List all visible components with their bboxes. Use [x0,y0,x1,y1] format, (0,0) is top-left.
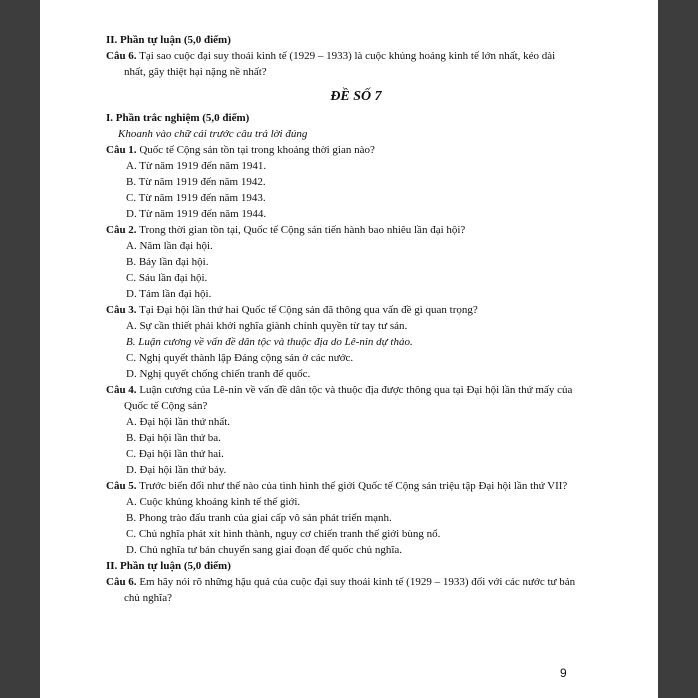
option-b: B. Từ năm 1919 đến năm 1942. [126,176,266,188]
option-c: C. Nghị quyết thành lập Đảng cộng sản ở các nước. [126,352,354,364]
question-text: Trong thời gian tồn tại, Quốc tế Cộng sản tiến hành bao nhiêu lần đại hội? [139,224,466,236]
option-a: A. Từ năm 1919 đến năm 1941. [126,160,267,172]
option-b: B. Bảy lần đại hội. [126,256,209,268]
question-text: Tại Đại hội lần thứ hai Quốc tế Cộng sản đã thông qua vấn đề gì quan trọng? [139,304,478,316]
right-dark-border [658,0,698,698]
left-dark-border [0,0,40,698]
question-label: Câu 5. [106,480,137,492]
part1-heading: I. Phần trắc nghiệm (5,0 điểm) [106,112,250,124]
option-a: A. Năm lần đại hội. [126,240,213,252]
option-a: A. Sự cần thiết phải khởi nghĩa giành chính quyền từ tay tư sản. [126,320,408,332]
question-text: Em hãy nói rõ những hậu quả của cuộc đại suy thoái kinh tế (1929 – 1933) đối với các nước tư bản chủ nghĩa? [124,576,576,604]
question-text: Luận cương của Lê-nin về vấn đề dân tộc và thuộc địa được thông qua tại Đại hội lần thứ mấy của Quốc tế Cộng sản? [124,384,573,412]
question-label: Câu 1. [106,144,137,156]
part1-instruction: Khoanh vào chữ cái trước câu trả lời đúng [118,128,308,140]
option-c: C. Từ năm 1919 đến năm 1943. [126,192,266,204]
option-b: B. Đại hội lần thứ ba. [126,432,221,444]
question-label: Câu 3. [106,304,137,316]
question-5 [106,478,576,558]
question-3 [106,302,576,382]
question-label: Câu 2. [106,224,137,236]
question-text: Quốc tế Cộng sản tồn tại trong khoảng thời gian nào? [139,144,375,156]
top-essay-heading: II. Phần tự luận (5,0 điểm) [106,34,231,46]
document-content [106,32,576,606]
question-4 [106,382,576,478]
page-number: 9 [560,666,567,680]
option-c: C. Chủ nghĩa phát xít hình thành, nguy cơ chiến tranh thế giới bùng nổ. [126,528,441,540]
option-d: D. Đại hội lần thứ bảy. [126,464,227,476]
question-label: Câu 6. [106,576,137,588]
question-label: Câu 6. [106,50,137,62]
option-b: B. Phong trào đấu tranh của giai cấp vô sản phát triển mạnh. [126,512,392,524]
part2-question-6 [106,574,576,606]
question-1 [106,142,576,222]
option-d: D. Nghị quyết chống chiến tranh đế quốc. [126,368,311,380]
option-d: D. Chủ nghĩa tư bản chuyển sang giai đoạn đế quốc chủ nghĩa. [126,544,403,556]
option-d: D. Tám lần đại hội. [126,288,212,300]
question-text: Tại sao cuộc đại suy thoái kinh tế (1929 – 1933) là cuộc khủng hoảng kinh tế lớn nhất, kéo dài nhất, gây thiệt hại nặng nề nhất? [124,50,556,78]
question-text: Trước biến đổi như thế nào của tình hình thế giới Quốc tế Cộng sản triệu tập Đại hội lần thứ VII? [139,480,568,492]
option-b: B. Luận cương về vấn đề dân tộc và thuộc địa do Lê-nin dự thảo. [126,336,413,348]
top-question-6 [106,48,576,80]
option-a: A. Cuộc khủng khoảng kinh tế thế giới. [126,496,301,508]
option-d: D. Từ năm 1919 đến năm 1944. [126,208,267,220]
part2-heading: II. Phần tự luận (5,0 điểm) [106,560,231,572]
question-label: Câu 4. [106,384,137,396]
question-2 [106,222,576,302]
option-c: C. Sáu lần đại hội. [126,272,208,284]
option-a: A. Đại hội lần thứ nhất. [126,416,231,428]
option-c: C. Đại hội lần thứ hai. [126,448,224,460]
exam-title: ĐỀ SỐ 7 [330,89,382,104]
